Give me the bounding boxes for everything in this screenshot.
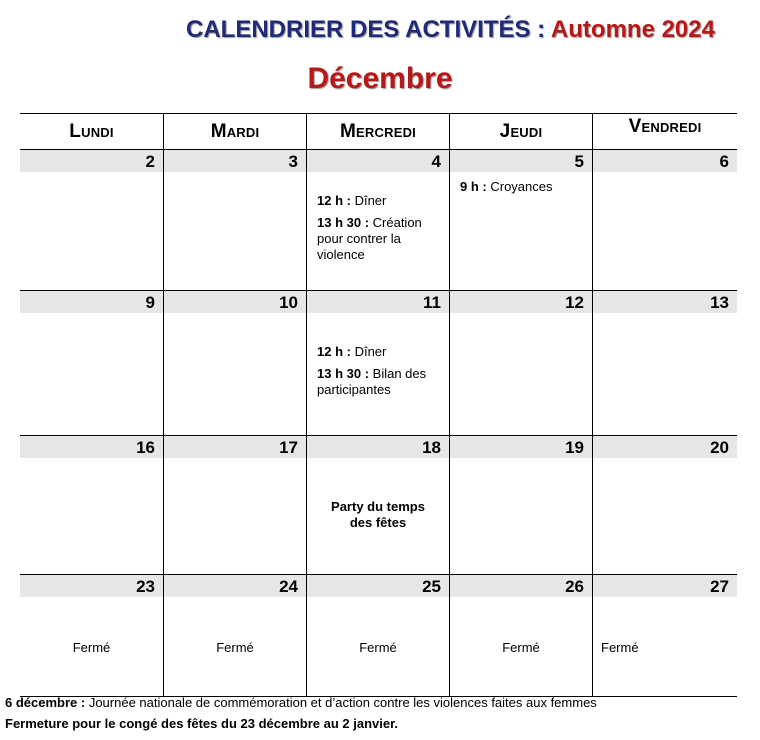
day-cell	[163, 291, 306, 435]
event-text: Dîner	[350, 344, 387, 359]
event-item	[317, 344, 441, 360]
event-time: 9 h :	[460, 179, 487, 194]
day-cell	[449, 575, 592, 696]
footnote-closure: Fermeture pour le congé des fêtes du 23 décembre au 2 janvier.	[5, 716, 399, 731]
day-number: 23	[20, 575, 163, 597]
day-events	[307, 458, 449, 531]
day-cell	[20, 291, 163, 435]
weekday-thursday: Jeudi	[449, 114, 592, 149]
footnote-dec6	[5, 695, 597, 710]
weekday-wednesday: Mercredi	[306, 114, 449, 149]
day-number: 18	[307, 436, 449, 458]
week-row	[20, 290, 737, 435]
day-cell	[592, 436, 737, 574]
day-number: 26	[450, 575, 592, 597]
calendar-grid	[20, 113, 737, 697]
day-number: 9	[20, 291, 163, 313]
day-number: 27	[593, 575, 737, 597]
week-row	[20, 149, 737, 290]
day-number: 5	[450, 150, 592, 172]
day-cell	[306, 291, 449, 435]
title-main: CALENDRIER DES ACTIVITÉS :	[186, 16, 551, 43]
day-cell	[163, 436, 306, 574]
event-time: 13 h 30 :	[317, 215, 370, 230]
week-row	[20, 574, 737, 696]
event-item	[317, 366, 441, 398]
day-cell	[306, 436, 449, 574]
day-number: 17	[164, 436, 306, 458]
day-cell	[306, 575, 449, 696]
closed-label: Fermé	[216, 640, 254, 655]
event-text: Dîner	[350, 193, 387, 208]
weekday-tuesday: Mardi	[163, 114, 306, 149]
title-season: Automne 2024	[550, 16, 715, 43]
weekday-friday: Vendredi	[592, 114, 737, 149]
event-item	[460, 179, 584, 195]
day-cell	[449, 436, 592, 574]
day-cell	[592, 575, 737, 696]
week-row	[20, 435, 737, 574]
footnote-dec6-date: 6 décembre :	[5, 695, 86, 710]
event-text: Création pour contrer la violence	[317, 215, 422, 262]
day-number: 16	[20, 436, 163, 458]
day-events	[450, 172, 592, 195]
day-number: 2	[20, 150, 163, 172]
day-number: 12	[450, 291, 592, 313]
month-label: Décembre	[307, 62, 453, 95]
day-number: 25	[307, 575, 449, 597]
event-time: 12 h :	[317, 193, 351, 208]
day-events	[307, 172, 449, 263]
event-item	[317, 193, 441, 209]
day-number: 4	[307, 150, 449, 172]
day-cell	[163, 150, 306, 290]
day-number: 6	[593, 150, 737, 172]
calendar-title	[186, 16, 756, 44]
day-number: 24	[164, 575, 306, 597]
day-cell	[20, 436, 163, 574]
event-item	[317, 215, 441, 263]
day-cell	[20, 575, 163, 696]
day-events	[307, 313, 449, 398]
day-cell	[449, 150, 592, 290]
day-cell	[592, 150, 737, 290]
day-number: 10	[164, 291, 306, 313]
event-time: 13 h 30 :	[317, 366, 370, 381]
weekday-header-row	[20, 113, 737, 149]
event-party: Party du temps des fêtes	[331, 499, 425, 530]
day-cell	[449, 291, 592, 435]
footnote-dec6-text: Journée nationale de commémoration et d’action contre les violences faites aux femmes	[85, 695, 597, 710]
closed-label: Fermé	[502, 640, 540, 655]
closed-label: Fermé	[601, 640, 639, 655]
weekday-monday: Lundi	[69, 120, 114, 142]
month-heading	[0, 62, 760, 96]
day-cell	[306, 150, 449, 290]
event-time: 12 h :	[317, 344, 351, 359]
closed-label: Fermé	[359, 640, 397, 655]
day-number: 20	[593, 436, 737, 458]
day-cell	[20, 150, 163, 290]
day-cell	[163, 575, 306, 696]
day-number: 11	[307, 291, 449, 313]
event-text: Bilan des participantes	[317, 366, 427, 397]
closed-label: Fermé	[72, 640, 111, 655]
day-number: 3	[164, 150, 306, 172]
day-number: 19	[450, 436, 592, 458]
day-number: 13	[593, 291, 737, 313]
day-cell	[592, 291, 737, 435]
event-text: Croyances	[486, 179, 553, 194]
